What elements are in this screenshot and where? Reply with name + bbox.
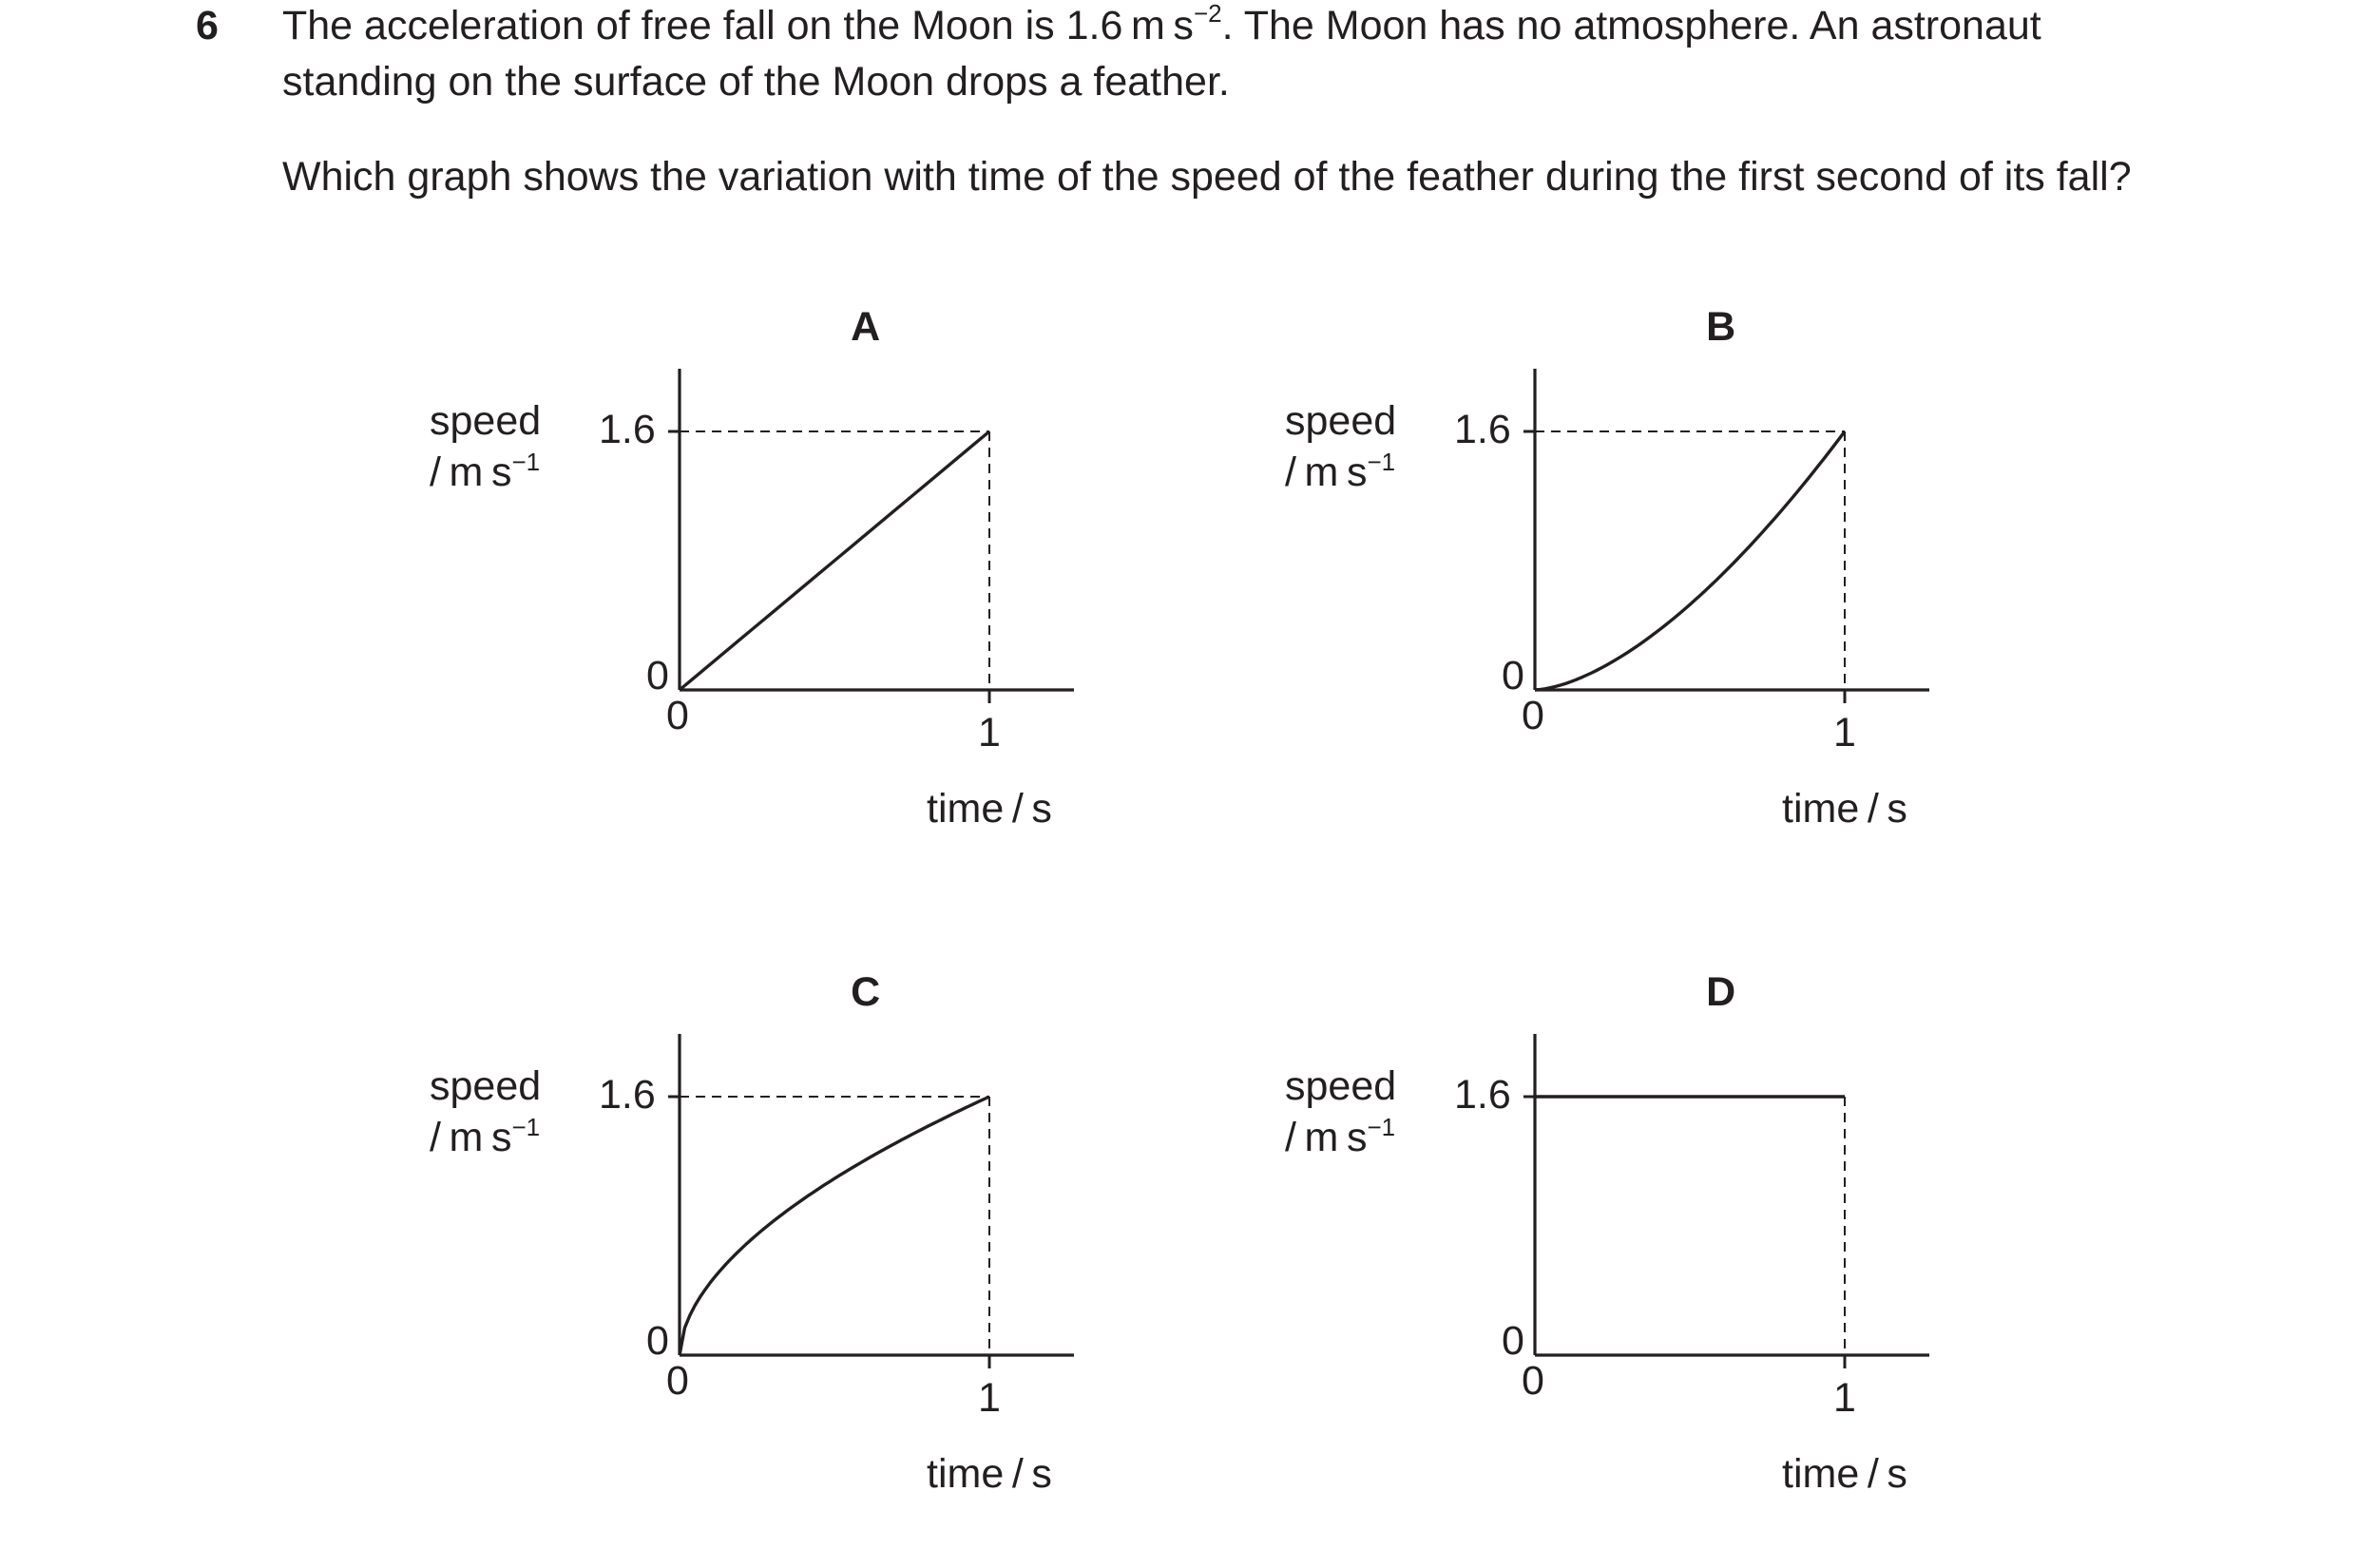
- y-tick-label-0: 0: [1502, 653, 1524, 698]
- x-axis-label: time / s: [1782, 786, 1907, 832]
- graph-letter: B: [1706, 304, 1736, 350]
- y-axis-label: speed: [1285, 1063, 1397, 1109]
- graph-letter: A: [851, 304, 881, 350]
- question-line1-sup: −2: [1193, 0, 1222, 28]
- x-tick-label-1: 1: [1833, 1375, 1856, 1421]
- x-axis-label: time / s: [927, 786, 1052, 832]
- x-tick-label-1: 1: [978, 710, 1001, 755]
- question-statement: [282, 0, 2240, 107]
- graph-c: [418, 950, 1274, 1568]
- graph-svg: [1274, 950, 2129, 1568]
- y-axis-unit-sup: −1: [511, 1113, 541, 1141]
- question-number: 6: [196, 3, 219, 48]
- y-tick-label-1-6: 1.6: [1454, 1072, 1511, 1118]
- y-tick-label-1-6: 1.6: [599, 1072, 656, 1118]
- y-axis-unit: / m $s^{-1}$: [1285, 1113, 1396, 1160]
- x-tick-label-1: 1: [1833, 710, 1856, 755]
- graph-svg: [418, 285, 1274, 903]
- graph-svg: [418, 950, 1274, 1568]
- x-tick-label-1: 1: [978, 1375, 1001, 1421]
- data-line: [680, 431, 989, 690]
- question-line1-end: . The Moon has no atmosphere. An astronaut: [1221, 3, 2041, 48]
- x-axis-label: time / s: [927, 1451, 1052, 1497]
- y-tick-label-0: 0: [646, 1318, 669, 1364]
- y-tick-label-0: 0: [1502, 1318, 1524, 1364]
- y-tick-label-0: 0: [646, 653, 669, 698]
- y-axis-label: speed: [1285, 398, 1397, 444]
- y-axis-unit-sup: −1: [511, 448, 541, 476]
- x-axis-label: time / s: [1782, 1451, 1907, 1497]
- graph-a: [418, 285, 1274, 903]
- y-axis-unit-sup: −1: [1367, 448, 1396, 476]
- x-tick-label-0: 0: [1522, 1358, 1544, 1404]
- graph-svg: [1274, 285, 2129, 903]
- graph-d: [1274, 950, 2129, 1568]
- graph-letter: D: [1706, 969, 1736, 1015]
- y-axis-unit: / m $s^{-1}$: [1285, 448, 1396, 495]
- y-axis-label: speed: [430, 1063, 542, 1109]
- data-line: [1535, 431, 1845, 690]
- y-tick-label-1-6: 1.6: [599, 407, 656, 452]
- y-tick-label-1-6: 1.6: [1454, 407, 1511, 452]
- data-line: [680, 1097, 989, 1355]
- y-axis-label: speed: [430, 398, 542, 444]
- x-tick-label-0: 0: [1522, 693, 1544, 738]
- graph-b: [1274, 285, 2129, 903]
- y-axis-unit-sup: −1: [1367, 1113, 1396, 1141]
- question-prompt: Which graph shows the variation with time of the speed of the feather during the first second of its fall?: [282, 154, 2132, 200]
- question-line1-start: The acceleration of free fall on the Moon is 1.6 m s: [282, 3, 1194, 48]
- x-tick-label-0: 0: [666, 1358, 689, 1404]
- x-tick-label-0: 0: [666, 693, 689, 738]
- question-line2: standing on the surface of the Moon drops a feather.: [282, 59, 1230, 105]
- graph-letter: C: [851, 969, 881, 1015]
- y-axis-unit: / m $s^{-1}$: [430, 1113, 541, 1160]
- y-axis-unit: / m $s^{-1}$: [430, 448, 541, 495]
